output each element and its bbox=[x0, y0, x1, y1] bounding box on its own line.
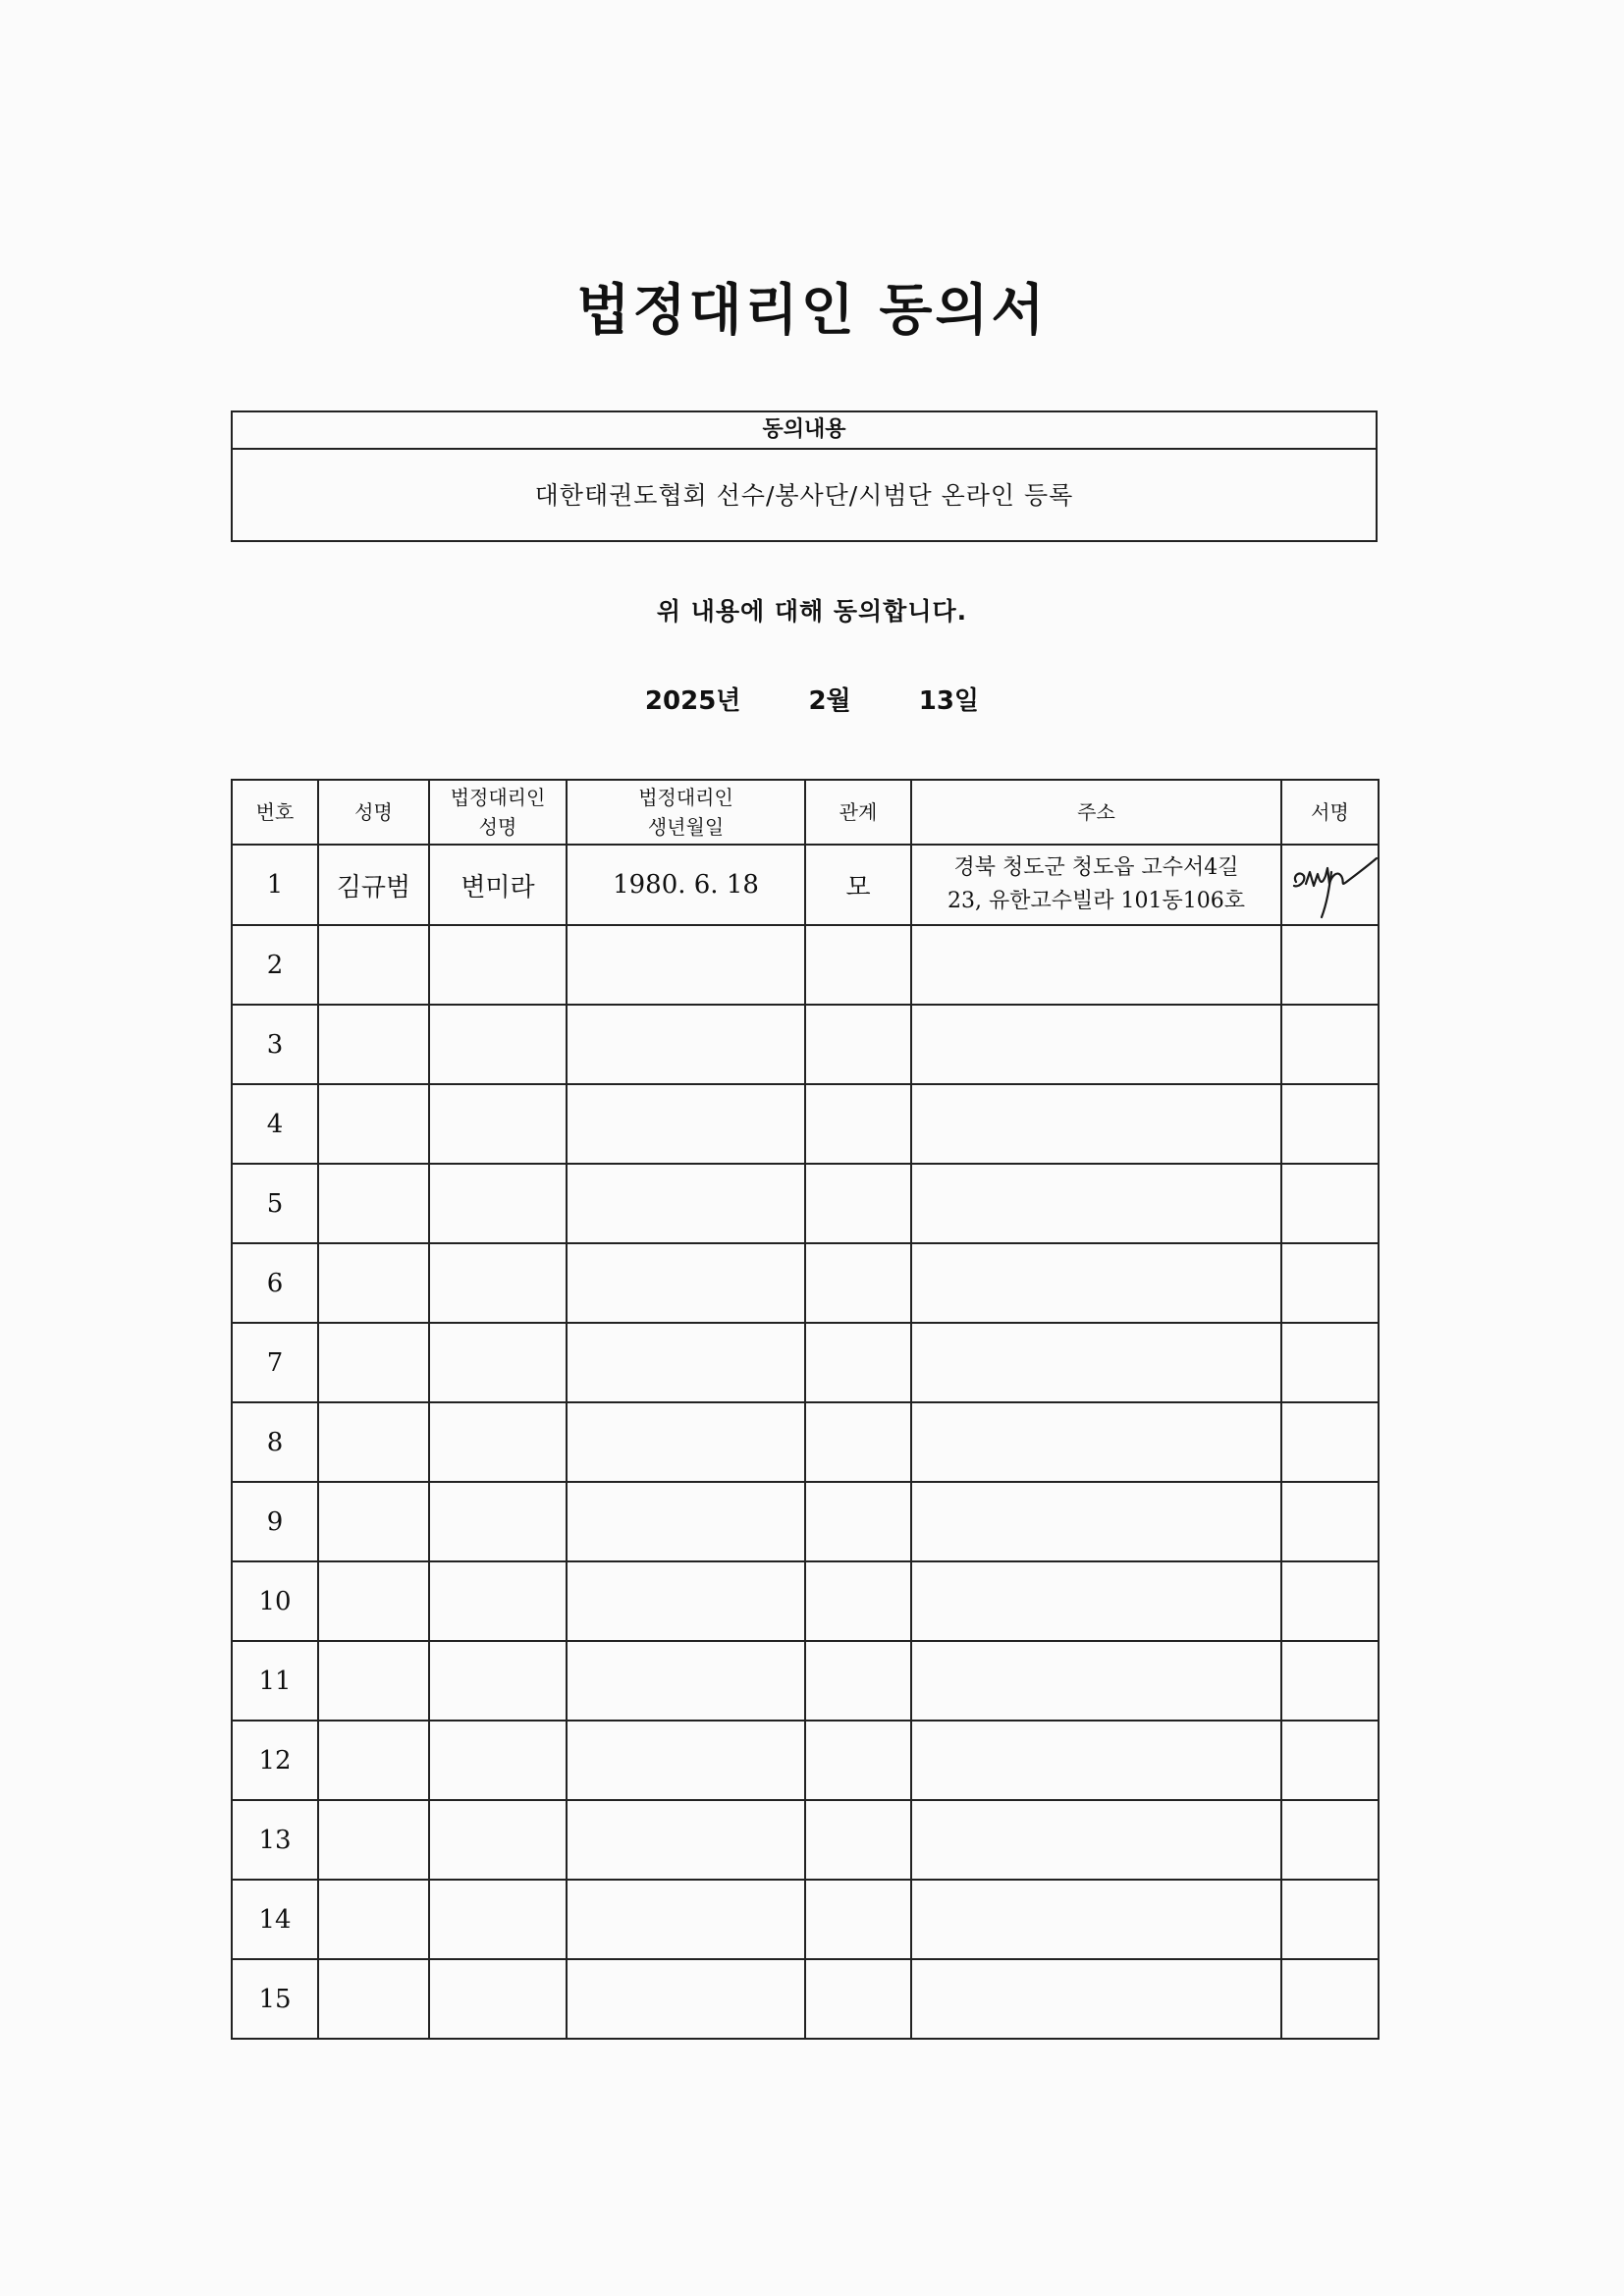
row-relation bbox=[805, 1800, 911, 1880]
row-guardian-birth bbox=[567, 1721, 805, 1800]
header-number: 번호 bbox=[232, 780, 318, 845]
row-signature bbox=[1281, 1164, 1379, 1243]
row-signature bbox=[1281, 1721, 1379, 1800]
row-address bbox=[911, 1402, 1281, 1482]
date-year: 2025년 bbox=[644, 686, 741, 716]
header-guardian-birth-line2: 생년월일 bbox=[647, 815, 725, 839]
row-name: 김규범 bbox=[318, 845, 429, 925]
row-guardian-name bbox=[429, 1482, 567, 1561]
row-relation bbox=[805, 1323, 911, 1402]
row-guardian-birth bbox=[567, 1561, 805, 1641]
agreement-statement: 위 내용에 대해 동의합니다. bbox=[656, 597, 968, 626]
row-number: 14 bbox=[232, 1880, 318, 1959]
guardian-table bbox=[231, 779, 1380, 2040]
table-row bbox=[232, 925, 1379, 1005]
row-guardian-birth bbox=[567, 1243, 805, 1323]
page-title: 법정대리인 동의서 bbox=[576, 279, 1048, 343]
table-row bbox=[232, 845, 1379, 925]
row-name bbox=[318, 1005, 429, 1084]
row-number: 2 bbox=[232, 925, 318, 1005]
row-address bbox=[911, 1084, 1281, 1164]
row-signature bbox=[1281, 1243, 1379, 1323]
table-header-row bbox=[232, 780, 1379, 845]
row-guardian-name bbox=[429, 1721, 567, 1800]
row-number: 5 bbox=[232, 1164, 318, 1243]
table-row bbox=[232, 1402, 1379, 1482]
table-body bbox=[232, 845, 1379, 2039]
date-day: 13일 bbox=[918, 686, 980, 716]
row-number: 12 bbox=[232, 1721, 318, 1800]
date-line bbox=[0, 681, 1624, 717]
table-row bbox=[232, 1800, 1379, 1880]
table-row bbox=[232, 1005, 1379, 1084]
row-name bbox=[318, 1323, 429, 1402]
row-guardian-birth bbox=[567, 1482, 805, 1561]
table-row bbox=[232, 1243, 1379, 1323]
row-guardian-name bbox=[429, 1402, 567, 1482]
row-signature bbox=[1281, 1641, 1379, 1721]
row-name bbox=[318, 1164, 429, 1243]
header-guardian-name-line1: 법정대리인 bbox=[450, 786, 546, 809]
row-guardian-birth bbox=[567, 1005, 805, 1084]
row-guardian-name bbox=[429, 1561, 567, 1641]
row-guardian-birth bbox=[567, 1164, 805, 1243]
row-number: 15 bbox=[232, 1959, 318, 2039]
row-guardian-birth bbox=[567, 1402, 805, 1482]
row-name bbox=[318, 1482, 429, 1561]
row-relation: 모 bbox=[805, 845, 911, 925]
row-signature bbox=[1281, 1084, 1379, 1164]
row-address bbox=[911, 1323, 1281, 1402]
header-guardian-name bbox=[429, 780, 567, 845]
header-guardian-name-line2: 성명 bbox=[478, 815, 517, 839]
row-number: 6 bbox=[232, 1243, 318, 1323]
row-number: 4 bbox=[232, 1084, 318, 1164]
consent-box bbox=[231, 410, 1378, 542]
row-name bbox=[318, 1800, 429, 1880]
row-guardian-name bbox=[429, 1323, 567, 1402]
row-address bbox=[911, 1721, 1281, 1800]
row-number: 7 bbox=[232, 1323, 318, 1402]
row-address bbox=[911, 925, 1281, 1005]
row-relation bbox=[805, 925, 911, 1005]
row-guardian-name bbox=[429, 925, 567, 1005]
header-relation: 관계 bbox=[805, 780, 911, 845]
row-name bbox=[318, 1721, 429, 1800]
consent-header: 동의내용 bbox=[233, 412, 1376, 450]
row-guardian-name bbox=[429, 1243, 567, 1323]
row-guardian-birth bbox=[567, 1959, 805, 2039]
row-signature bbox=[1281, 1800, 1379, 1880]
row-name bbox=[318, 1402, 429, 1482]
row-name bbox=[318, 1880, 429, 1959]
row-name bbox=[318, 1561, 429, 1641]
row-relation bbox=[805, 1402, 911, 1482]
row-guardian-birth bbox=[567, 1880, 805, 1959]
row-number: 8 bbox=[232, 1402, 318, 1482]
row-signature bbox=[1281, 845, 1379, 925]
table-row bbox=[232, 1084, 1379, 1164]
row-guardian-birth bbox=[567, 1323, 805, 1402]
row-name bbox=[318, 1959, 429, 2039]
table-row bbox=[232, 1323, 1379, 1402]
row-guardian-name bbox=[429, 1641, 567, 1721]
row-guardian-birth bbox=[567, 1641, 805, 1721]
row-signature bbox=[1281, 925, 1379, 1005]
row-relation bbox=[805, 1084, 911, 1164]
row-address bbox=[911, 1641, 1281, 1721]
row-name bbox=[318, 925, 429, 1005]
row-address-line2: 23, 유한고수빌라 101동106호 bbox=[947, 889, 1245, 913]
row-guardian-name bbox=[429, 1164, 567, 1243]
header-signature: 서명 bbox=[1281, 780, 1379, 845]
row-relation bbox=[805, 1561, 911, 1641]
row-guardian-birth bbox=[567, 1800, 805, 1880]
row-relation bbox=[805, 1641, 911, 1721]
row-address bbox=[911, 1482, 1281, 1561]
row-address bbox=[911, 1164, 1281, 1243]
row-address bbox=[911, 1561, 1281, 1641]
row-address bbox=[911, 845, 1281, 925]
consent-content: 대한태권도협회 선수/봉사단/시범단 온라인 등록 bbox=[534, 481, 1074, 510]
handwritten-signature bbox=[1282, 847, 1379, 923]
row-signature bbox=[1281, 1005, 1379, 1084]
row-guardian-name: 변미라 bbox=[429, 845, 567, 925]
row-address-line1: 경북 청도군 청도읍 고수서4길 bbox=[953, 855, 1239, 880]
row-signature bbox=[1281, 1561, 1379, 1641]
row-address bbox=[911, 1880, 1281, 1959]
row-signature bbox=[1281, 1880, 1379, 1959]
table-row bbox=[232, 1721, 1379, 1800]
header-address: 주소 bbox=[911, 780, 1281, 845]
row-relation bbox=[805, 1164, 911, 1243]
table-row bbox=[232, 1880, 1379, 1959]
header-guardian-birth bbox=[567, 780, 805, 845]
header-name: 성명 bbox=[318, 780, 429, 845]
row-guardian-name bbox=[429, 1084, 567, 1164]
table-row bbox=[232, 1641, 1379, 1721]
row-relation bbox=[805, 1959, 911, 2039]
row-guardian-name bbox=[429, 1959, 567, 2039]
row-guardian-name bbox=[429, 1800, 567, 1880]
row-address bbox=[911, 1800, 1281, 1880]
header-guardian-birth-line1: 법정대리인 bbox=[638, 786, 733, 809]
row-number: 11 bbox=[232, 1641, 318, 1721]
row-signature bbox=[1281, 1402, 1379, 1482]
row-address bbox=[911, 1005, 1281, 1084]
table-row bbox=[232, 1482, 1379, 1561]
row-relation bbox=[805, 1721, 911, 1800]
row-address bbox=[911, 1959, 1281, 2039]
row-relation bbox=[805, 1880, 911, 1959]
row-number: 1 bbox=[232, 845, 318, 925]
row-guardian-birth bbox=[567, 1084, 805, 1164]
row-signature bbox=[1281, 1482, 1379, 1561]
row-name bbox=[318, 1641, 429, 1721]
row-name bbox=[318, 1243, 429, 1323]
table-row bbox=[232, 1561, 1379, 1641]
row-guardian-name bbox=[429, 1005, 567, 1084]
row-name bbox=[318, 1084, 429, 1164]
row-number: 3 bbox=[232, 1005, 318, 1084]
table-row bbox=[232, 1164, 1379, 1243]
row-number: 13 bbox=[232, 1800, 318, 1880]
table-row bbox=[232, 1959, 1379, 2039]
row-signature bbox=[1281, 1323, 1379, 1402]
row-number: 10 bbox=[232, 1561, 318, 1641]
date-month: 2월 bbox=[808, 686, 851, 716]
row-address bbox=[911, 1243, 1281, 1323]
row-relation bbox=[805, 1243, 911, 1323]
row-guardian-birth: 1980. 6. 18 bbox=[567, 845, 805, 925]
row-guardian-name bbox=[429, 1880, 567, 1959]
row-number: 9 bbox=[232, 1482, 318, 1561]
row-signature bbox=[1281, 1959, 1379, 2039]
row-guardian-birth bbox=[567, 925, 805, 1005]
row-relation bbox=[805, 1482, 911, 1561]
row-relation bbox=[805, 1005, 911, 1084]
